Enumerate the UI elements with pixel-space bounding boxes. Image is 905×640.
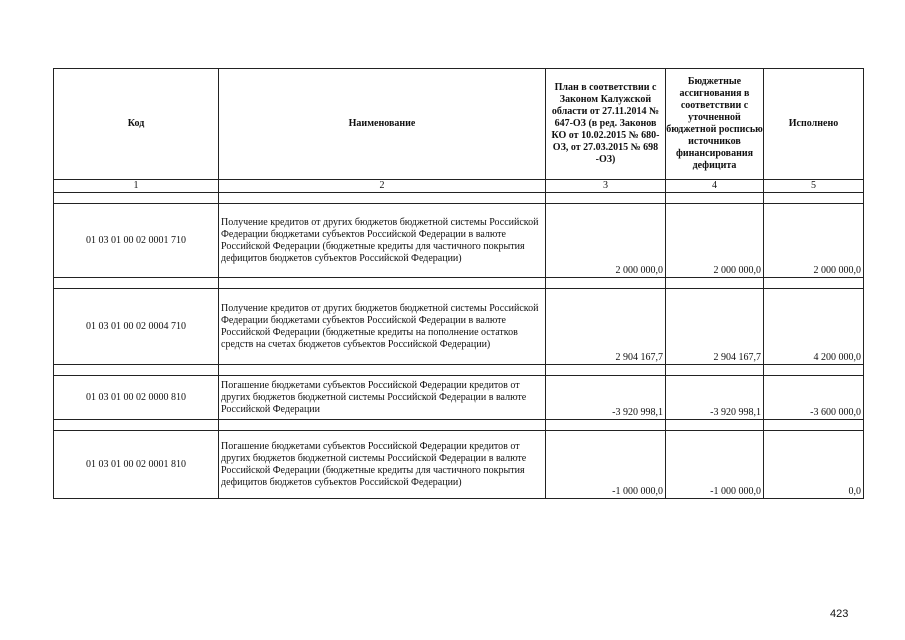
page-number: 423 [830, 608, 849, 620]
column-number: 3 [546, 180, 666, 193]
row-assignments: -1 000 000,0 [666, 431, 764, 499]
row-code: 01 03 01 00 02 0000 810 [54, 376, 219, 420]
table-row [54, 376, 864, 420]
row-assignments: -3 920 998,1 [666, 376, 764, 420]
table-row [54, 431, 864, 499]
table-header-row [54, 69, 864, 180]
row-assignments: 2 000 000,0 [666, 204, 764, 278]
column-number: 4 [666, 180, 764, 193]
row-executed: 0,0 [764, 431, 864, 499]
row-plan: 2 000 000,0 [546, 204, 666, 278]
header-plan: План в соответствии с Законом Калужской области от 27.11.2014 № 647-ОЗ (в ред. Законов КО от 10.02.2015 № 680-ОЗ, от 27.03.2015 № 698 -ОЗ) [546, 69, 666, 180]
row-name: Погашение бюджетами субъектов Российской Федерации кредитов от других бюджетов бюджетной системы Российской Федерации в валюте Российской Федерации [219, 376, 546, 420]
header-code: Код [54, 69, 219, 180]
row-code: 01 03 01 00 02 0001 710 [54, 204, 219, 278]
budget-table [53, 68, 864, 499]
spacer-row [54, 278, 864, 289]
column-number: 2 [219, 180, 546, 193]
header-assignments: Бюджетные ассигнования в соответствии с уточненной бюджетной росписью источников финансирования дефицита [666, 69, 764, 180]
row-name: Получение кредитов от других бюджетов бюджетной системы Российской Федерации бюджетами субъектов Российской Федерации в валюте Российской Федерации (бюджетные кредиты на пополнение остатков средств на счетах бюджетов субъектов Российской Федерации) [219, 289, 546, 365]
row-executed: 4 200 000,0 [764, 289, 864, 365]
column-number: 1 [54, 180, 219, 193]
column-number: 5 [764, 180, 864, 193]
row-name: Погашение бюджетами субъектов Российской Федерации кредитов от других бюджетов бюджетной системы Российской Федерации в валюте Российской Федерации (бюджетные кредиты для частичного покрытия дефицитов бюджетов субъектов Российской Федерации) [219, 431, 546, 499]
table-row [54, 204, 864, 278]
row-name: Получение кредитов от других бюджетов бюджетной системы Российской Федерации бюджетами субъектов Российской Федерации в валюте Российской Федерации (бюджетные кредиты для частичного покрытия дефицитов бюджетов субъектов Российской Федерации) [219, 204, 546, 278]
row-executed: -3 600 000,0 [764, 376, 864, 420]
row-code: 01 03 01 00 02 0004 710 [54, 289, 219, 365]
spacer-row [54, 365, 864, 376]
row-code: 01 03 01 00 02 0001 810 [54, 431, 219, 499]
header-name: Наименование [219, 69, 546, 180]
table-row [54, 289, 864, 365]
row-assignments: 2 904 167,7 [666, 289, 764, 365]
row-plan: -1 000 000,0 [546, 431, 666, 499]
row-plan: 2 904 167,7 [546, 289, 666, 365]
spacer-row [54, 193, 864, 204]
row-plan: -3 920 998,1 [546, 376, 666, 420]
spacer-row [54, 420, 864, 431]
row-executed: 2 000 000,0 [764, 204, 864, 278]
header-executed: Исполнено [764, 69, 864, 180]
column-number-row [54, 180, 864, 193]
